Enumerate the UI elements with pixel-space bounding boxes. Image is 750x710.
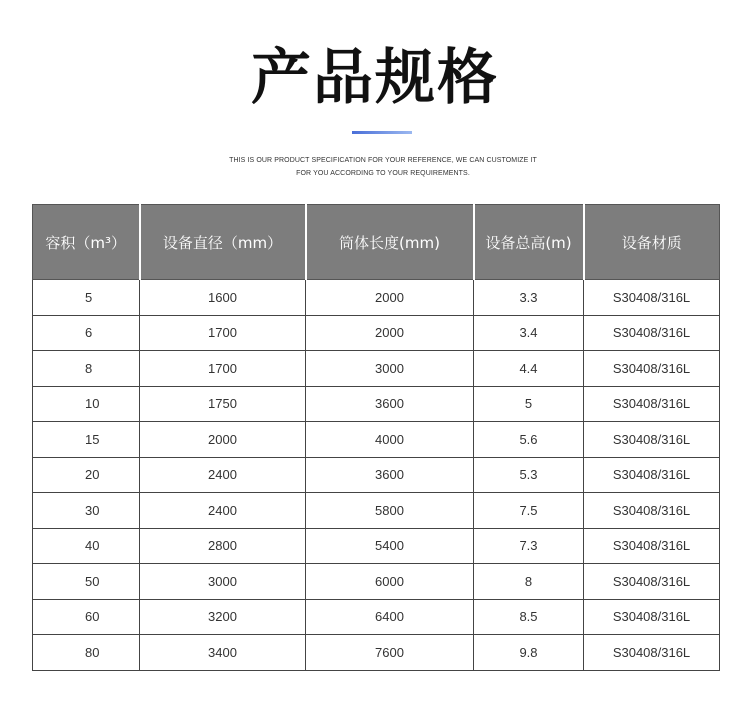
cell-diameter: 1600 [140,280,306,316]
cell-length: 2000 [306,280,474,316]
cell-length: 5400 [306,528,474,564]
cell-material: S30408/316L [584,351,720,387]
cell-material: S30408/316L [584,422,720,458]
header-length: 筒体长度(mm) [306,205,474,280]
cell-diameter: 3200 [140,599,306,635]
cell-height: 8.5 [474,599,584,635]
cell-material: S30408/316L [584,457,720,493]
table-header-row [33,205,720,280]
cell-length: 3000 [306,351,474,387]
header-height: 设备总高(m) [474,205,584,280]
cell-volume: 30 [33,493,140,529]
table-body [33,280,720,671]
cell-diameter: 3400 [140,635,306,671]
cell-volume: 80 [33,635,140,671]
title-underline [352,131,412,134]
cell-volume: 8 [33,351,140,387]
cell-length: 3600 [306,386,474,422]
cell-material: S30408/316L [584,599,720,635]
table-row [33,635,720,671]
subtitle-line-2: FOR YOU ACCORDING TO YOUR REQUIREMENTS. [296,170,470,177]
spec-table [32,204,720,671]
cell-diameter: 1750 [140,386,306,422]
cell-diameter: 2400 [140,457,306,493]
cell-height: 9.8 [474,635,584,671]
cell-diameter: 2400 [140,493,306,529]
cell-diameter: 2800 [140,528,306,564]
cell-diameter: 2000 [140,422,306,458]
cell-length: 5800 [306,493,474,529]
cell-length: 3600 [306,457,474,493]
cell-material: S30408/316L [584,280,720,316]
cell-volume: 60 [33,599,140,635]
table-row [33,422,720,458]
table-row [33,564,720,600]
cell-material: S30408/316L [584,564,720,600]
cell-height: 5 [474,386,584,422]
cell-material: S30408/316L [584,315,720,351]
cell-volume: 10 [33,386,140,422]
table-row [33,457,720,493]
cell-height: 7.3 [474,528,584,564]
page-title: 产品规格 [251,43,499,113]
cell-material: S30408/316L [584,493,720,529]
header-diameter: 设备直径（mm） [140,205,306,280]
table-row [33,386,720,422]
table-row [33,528,720,564]
subtitle-line-1: THIS IS OUR PRODUCT SPECIFICATION FOR YOUR REFERENCE, WE CAN CUSTOMIZE IT [229,157,537,164]
cell-height: 7.5 [474,493,584,529]
cell-volume: 50 [33,564,140,600]
table-row [33,599,720,635]
cell-diameter: 1700 [140,351,306,387]
header-volume: 容积（m³） [33,205,140,280]
cell-height: 5.6 [474,422,584,458]
cell-height: 8 [474,564,584,600]
cell-volume: 15 [33,422,140,458]
cell-material: S30408/316L [584,528,720,564]
cell-length: 4000 [306,422,474,458]
cell-material: S30408/316L [584,386,720,422]
table-row [33,493,720,529]
header-material: 设备材质 [584,205,720,280]
cell-volume: 6 [33,315,140,351]
table-row [33,351,720,387]
cell-height: 5.3 [474,457,584,493]
cell-material: S30408/316L [584,635,720,671]
table-row [33,280,720,316]
cell-diameter: 1700 [140,315,306,351]
cell-length: 6400 [306,599,474,635]
table-row [33,315,720,351]
cell-length: 7600 [306,635,474,671]
cell-height: 3.4 [474,315,584,351]
cell-length: 2000 [306,315,474,351]
cell-volume: 5 [33,280,140,316]
cell-volume: 40 [33,528,140,564]
cell-height: 3.3 [474,280,584,316]
cell-length: 6000 [306,564,474,600]
cell-volume: 20 [33,457,140,493]
cell-height: 4.4 [474,351,584,387]
cell-diameter: 3000 [140,564,306,600]
